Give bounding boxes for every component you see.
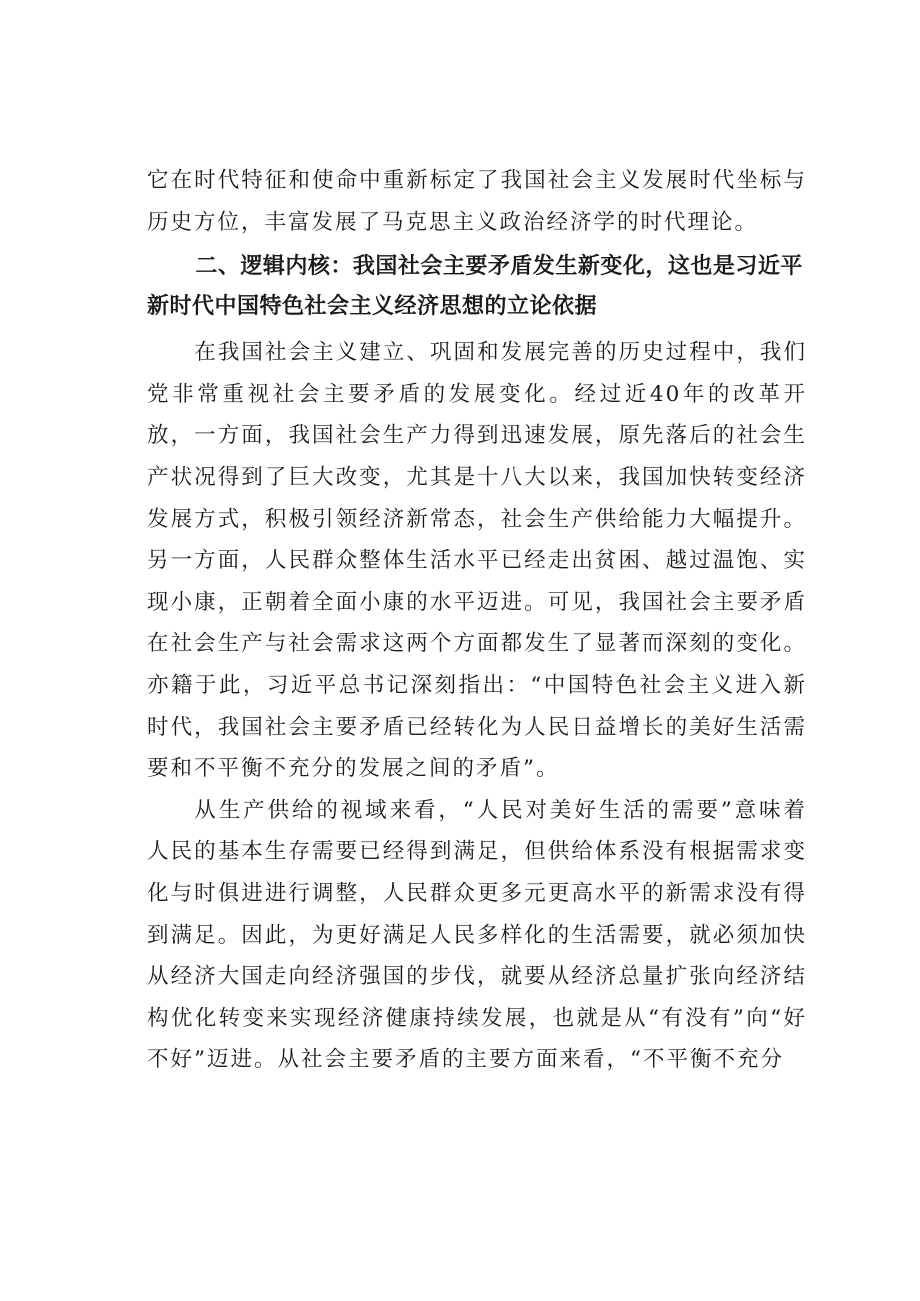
paragraph-main-contradiction: 在我国社会主义建立、巩固和发展完善的历史过程中，我们党非常重视社会主要矛盾的发展变化。经过近40年的改革开放，一方面，我国社会生产力得到迅速发展，原先落后的社会生产状况得到了巨大改变，尤其是十八大以来，我国加快转变经济发展方式，积极引领经济新常态，社会生产供给能力大幅提升。另一方面，人民群众整体生活水平已经走出贫困、越过温饱、实现小康，正朝着全面小康的水平迈进。可见，我国社会主要矛盾在社会生产与社会需求这两个方面都发生了显著而深刻的变化。亦籍于此，习近平总书记深刻指出：“中国特色社会主义进入新时代，我国社会主要矛盾已经转化为人民日益增长的美好生活需要和不平衡不充分的发展之间的矛盾”。 (147, 340, 807, 782)
paragraph-supply-perspective: 从生产供给的视域来看，“人民对美好生活的需要”意味着人民的基本生存需要已经得到满足，但供给体系没有根据需求变化与时俱进进行调整，人民群众更多元更高水平的新需求没有得到满足。因此，为更好满足人民多样化的生活需要，就必须加快从经济大国走向经济强国的步伐，就要从经济总量扩张向经济结构优化转变来实现经济健康持续发展，也就是从“有没有”向“好不好”迈进。从社会主要矛盾的主要方面来看，“不平衡不充分 (147, 797, 807, 1073)
document-body (147, 160, 807, 1081)
section-heading: 二、逻辑内核：我国社会主要矛盾发生新变化，这也是习近平新时代中国特色社会主义经济思想的立论依据 (147, 254, 803, 320)
paragraph-continuation: 它在时代特征和使命中重新标定了我国社会主义发展时代坐标与历史方位，丰富发展了马克思主义政治经济学的时代理论。 (147, 168, 807, 235)
